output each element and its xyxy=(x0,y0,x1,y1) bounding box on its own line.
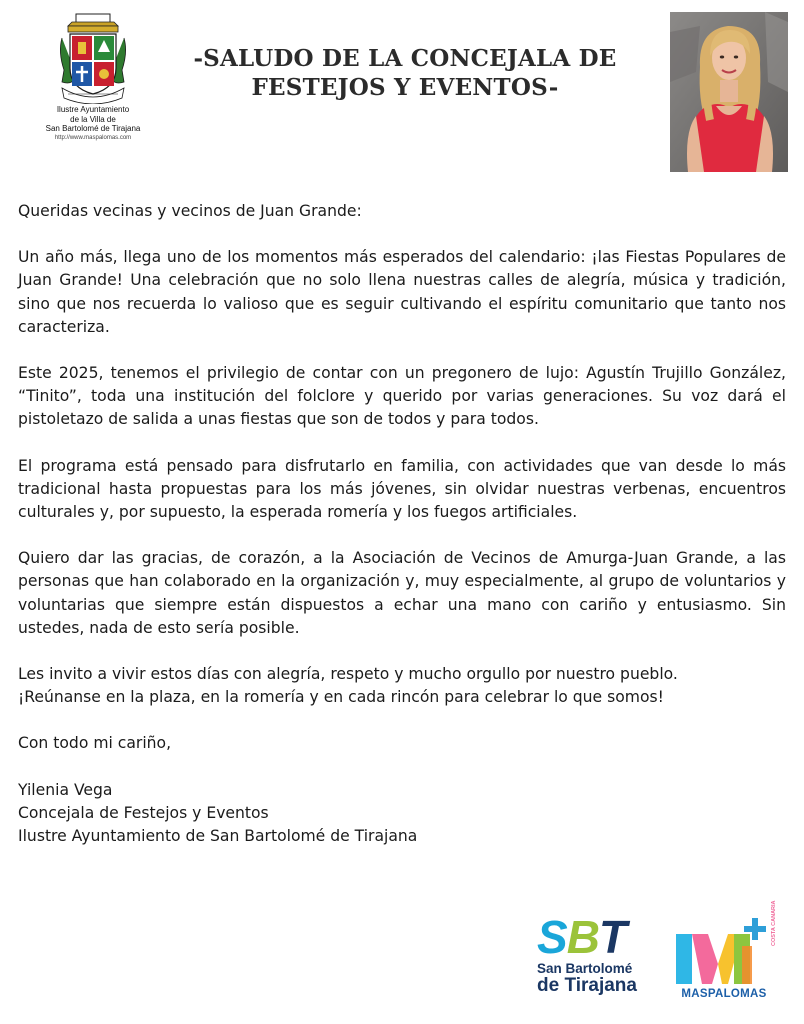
signature-block xyxy=(18,779,786,849)
title-line-1: -SALUDO DE LA CONCEJALA DE xyxy=(193,45,617,72)
crest-caption-line: de la Villa de xyxy=(70,114,116,124)
page-title xyxy=(175,44,635,102)
letter-paragraph: Este 2025, tenemos el privilegio de contar con un pregonero de lujo: Agustín Trujillo González, “Tinito”, toda una institución del folclore y querido por varias generaciones. Su voz dará el pistoletazo de salida a unas fiestas que son de todos y para todos. xyxy=(18,364,786,429)
crest-caption-line: San Bartolomé de Tirajana xyxy=(45,124,141,133)
maspalomas-m-icon xyxy=(672,916,768,986)
councillor-portrait xyxy=(670,12,788,172)
maspalomas-tag: COSTA CANARIA xyxy=(771,900,777,946)
sbt-letters: SBT xyxy=(537,911,627,963)
letter-closing xyxy=(18,663,786,709)
sbt-wordmark xyxy=(537,911,647,963)
signature-role: Concejala de Festejos y Eventos xyxy=(18,803,269,822)
sbt-name-line-1: San Bartolomé xyxy=(537,961,633,976)
closing-line-1: Les invito a vivir estos días con alegría, respeto y mucho orgullo por nuestro pueblo. xyxy=(18,665,678,684)
municipal-crest xyxy=(38,12,148,152)
crest-url: http://www.maspalomas.com xyxy=(54,134,132,141)
letter-paragraph: Quiero dar las gracias, de corazón, a la Asociación de Vecinos de Amurga-Juan Grande, a las personas que han colaborado en la organización y, muy especialmente, al grupo de voluntarios y voluntarias que siempre están dispuestos a echar una mano con cariño y entusiasmo. Sin ustedes, nada de esto sería posible. xyxy=(18,549,786,637)
maspalomas-name: MASPALOMAS xyxy=(681,988,767,1000)
maspalomas-logo xyxy=(672,900,780,1004)
title-line-2: FESTEJOS Y EVENTOS- xyxy=(251,74,559,101)
letter-paragraph: El programa está pensado para disfrutarlo en familia, con actividades que van desde lo más tradicional hasta propuestas para los más jóvenes, sin olvidar nuestras verbenas, encuentros culturales y, por supuesto, la esperada romería y los fuegos artificiales. xyxy=(18,456,786,522)
letter-paragraph: Un año más, llega uno de los momentos más esperados del calendario: ¡las Fiestas Populares de Juan Grande! Una celebración que no solo llena nuestras calles de alegría, música y tradición, sino que nos recuerda lo valioso que es seguir cultivando el espíritu comunitario que tanto nos caracteriza. xyxy=(18,248,786,336)
signature-name: Yilenia Vega xyxy=(18,780,113,799)
letter-body xyxy=(18,200,786,848)
crest-caption xyxy=(38,105,148,143)
coat-of-arms-icon xyxy=(54,12,132,104)
sbt-logo xyxy=(537,911,647,1005)
portrait-image xyxy=(670,12,788,172)
letter-signoff: Con todo mi cariño, xyxy=(18,734,172,753)
sbt-name-line-2: de Tirajana xyxy=(537,975,637,996)
signature-organization: Ilustre Ayuntamiento de San Bartolomé de Tirajana xyxy=(18,827,418,846)
closing-line-2: ¡Reúnanse en la plaza, en la romería y en cada rincón para celebrar lo que somos! xyxy=(18,688,664,707)
letter-greeting: Queridas vecinas y vecinos de Juan Grande: xyxy=(18,202,362,220)
crest-caption-line: Ilustre Ayuntamiento xyxy=(56,105,130,114)
